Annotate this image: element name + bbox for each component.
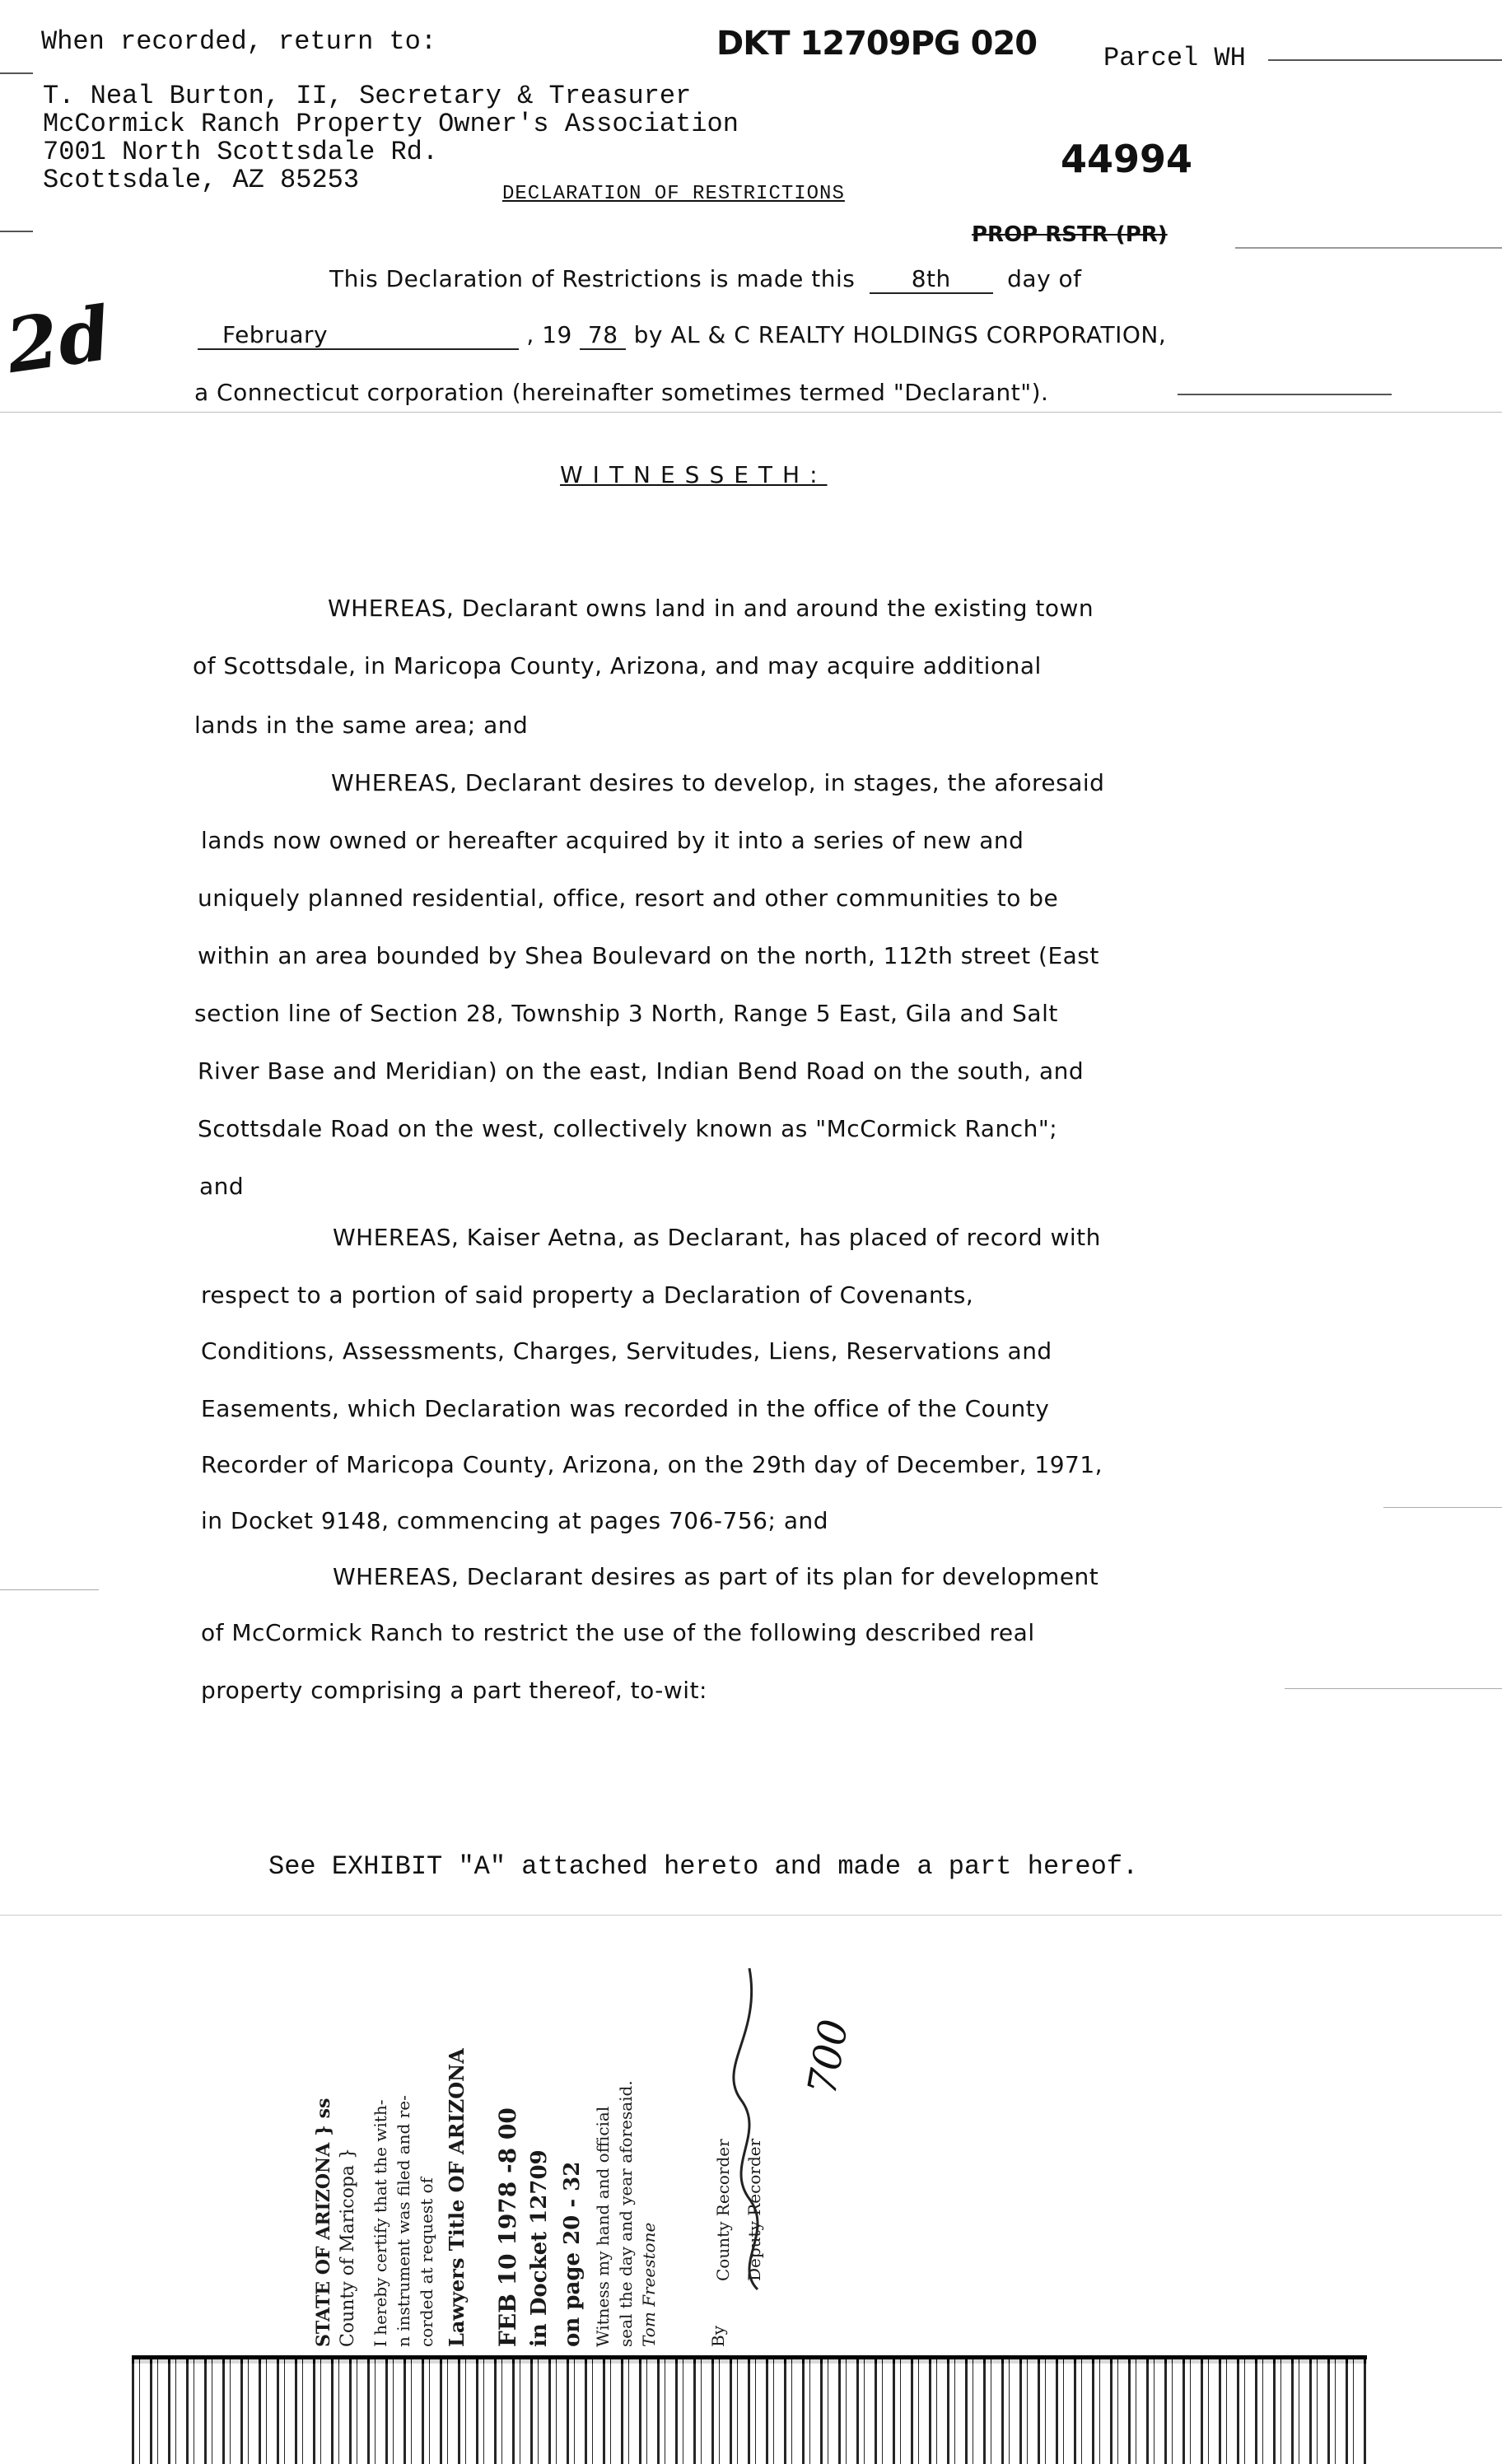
- paragraph-line: WHEREAS, Declarant owns land in and around the existing town: [328, 595, 1094, 622]
- address-line-1: T. Neal Burton, II, Secretary & Treasurer: [43, 81, 692, 111]
- paragraph-line: within an area bounded by Shea Boulevard on the north, 112th street (East: [198, 942, 1099, 969]
- stamp-request: corded at request of: [417, 2177, 436, 2347]
- paragraph-line: section line of Section 28, Township 3 North, Range 5 East, Gila and Salt: [194, 1000, 1058, 1027]
- signature-mark: [725, 1952, 782, 2298]
- paragraph-line: Recorder of Maricopa County, Arizona, on the 29th day of December, 1971,: [201, 1451, 1103, 1478]
- paragraph-line: lands in the same area; and: [194, 712, 529, 739]
- paragraph-line: respect to a portion of said property a Declaration of Covenants,: [201, 1281, 974, 1309]
- paragraph-line: property comprising a part thereof, to-wit:: [201, 1677, 707, 1704]
- month-field: February: [198, 321, 519, 350]
- witnesseth-heading: WITNESSETH:: [560, 461, 828, 488]
- paragraph-line: of McCormick Ranch to restrict the use of the following described real: [201, 1619, 1035, 1646]
- paragraph-line: Easements, which Declaration was recorded in the office of the County: [201, 1395, 1050, 1422]
- stamp-witness: Witness my hand and official: [593, 2106, 613, 2347]
- document-heading: DECLARATION OF RESTRICTIONS: [502, 183, 845, 205]
- stamp-docket: in Docket 12709: [527, 2149, 552, 2347]
- stamp-date: FEB 10 1978 -8 00: [494, 2107, 521, 2347]
- address-line-3: 7001 North Scottsdale Rd.: [43, 137, 439, 167]
- edge-mark: [0, 72, 33, 74]
- intro-line-2: [198, 321, 1166, 350]
- year-prefix: , 19: [526, 321, 572, 348]
- parcel-label: Parcel WH: [1103, 43, 1246, 73]
- paragraph-line: WHEREAS, Declarant desires to develop, in stages, the aforesaid: [331, 769, 1105, 796]
- recording-number: 44994: [1061, 137, 1193, 181]
- fill-rule: [1178, 394, 1392, 395]
- scan-line: [1285, 1688, 1502, 1689]
- stamp-seal: seal the day and year aforesaid.: [616, 2080, 636, 2347]
- scan-margin: [0, 2364, 132, 2464]
- docket-stamp: DKT 12709PG 020: [716, 25, 1038, 63]
- intro-text-2: by AL & C REALTY HOLDINGS CORPORATION,: [633, 321, 1167, 348]
- stamp-county: County of Maricopa }: [338, 2147, 358, 2347]
- fee-handwriting: 700: [799, 2016, 858, 2098]
- paragraph-line: Scottsdale Road on the west, collectively known as "McCormick Ranch";: [198, 1115, 1058, 1142]
- intro-text-1: This Declaration of Restrictions is made this: [329, 265, 856, 292]
- paragraph-line: uniquely planned residential, office, resort and other communities to be: [198, 884, 1059, 912]
- intro-line-3: a Connecticut corporation (hereinafter sometimes termed "Declarant").: [194, 379, 1049, 406]
- stamp-certify: I hereby certify that the with-: [371, 2099, 390, 2347]
- recorder-stamp: [247, 1935, 873, 2347]
- address-line-2: McCormick Ranch Property Owner's Association: [43, 109, 739, 139]
- scan-line: [0, 1915, 1502, 1916]
- margin-handwriting: 2d: [1, 289, 116, 391]
- edge-mark: [0, 231, 33, 232]
- paragraph-line: in Docket 9148, commencing at pages 706-756; and: [201, 1507, 828, 1534]
- intro-text-1b: day of: [1007, 265, 1082, 292]
- paragraph-line: Conditions, Assessments, Charges, Servitudes, Liens, Reservations and: [201, 1337, 1052, 1365]
- scan-line: [1383, 1507, 1502, 1508]
- paragraph-line: of Scottsdale, in Maricopa County, Arizona, and may acquire additional: [193, 652, 1042, 679]
- stamp-title-company: Lawyers Title OF ARIZONA: [445, 2048, 469, 2347]
- paragraph-line: and: [199, 1173, 245, 1200]
- stamp-page: on page 20 - 32: [560, 2161, 585, 2347]
- stamp-county-recorder: County Recorder: [713, 2139, 733, 2281]
- paragraph-line: WHEREAS, Kaiser Aetna, as Declarant, has placed of record with: [333, 1224, 1101, 1251]
- day-field: 8th: [870, 265, 993, 294]
- scan-line: [0, 412, 1502, 413]
- paragraph-line: WHEREAS, Declarant desires as part of its plan for development: [333, 1563, 1099, 1590]
- stamp-state: STATE OF ARIZONA } ss: [313, 2098, 334, 2347]
- scan-noise: [132, 2359, 1367, 2464]
- edge-mark: [1235, 247, 1502, 249]
- header-rule: [1268, 59, 1502, 61]
- intro-line-1: [329, 265, 1082, 294]
- stamp-filed: n instrument was filed and re-: [394, 2095, 413, 2347]
- paragraph-line: River Base and Meridian) on the east, Indian Bend Road on the south, and: [198, 1057, 1085, 1085]
- return-label: When recorded, return to:: [41, 26, 437, 57]
- exhibit-reference: See EXHIBIT "A" attached hereto and made a part hereof.: [268, 1851, 1139, 1882]
- scan-line: [0, 1589, 99, 1590]
- paragraph-line: lands now owned or hereafter acquired by it into a series of new and: [201, 827, 1024, 854]
- stamp-recorder-name: Tom Freestone: [639, 2222, 659, 2347]
- stamp-deputy: Deputy Recorder: [744, 2138, 764, 2281]
- address-line-4: Scottsdale, AZ 85253: [43, 165, 360, 195]
- year-field: 78: [580, 321, 626, 350]
- stamp-by: By: [708, 2326, 728, 2347]
- prop-rstr-stamp: PROP RSTR (PR): [972, 222, 1168, 247]
